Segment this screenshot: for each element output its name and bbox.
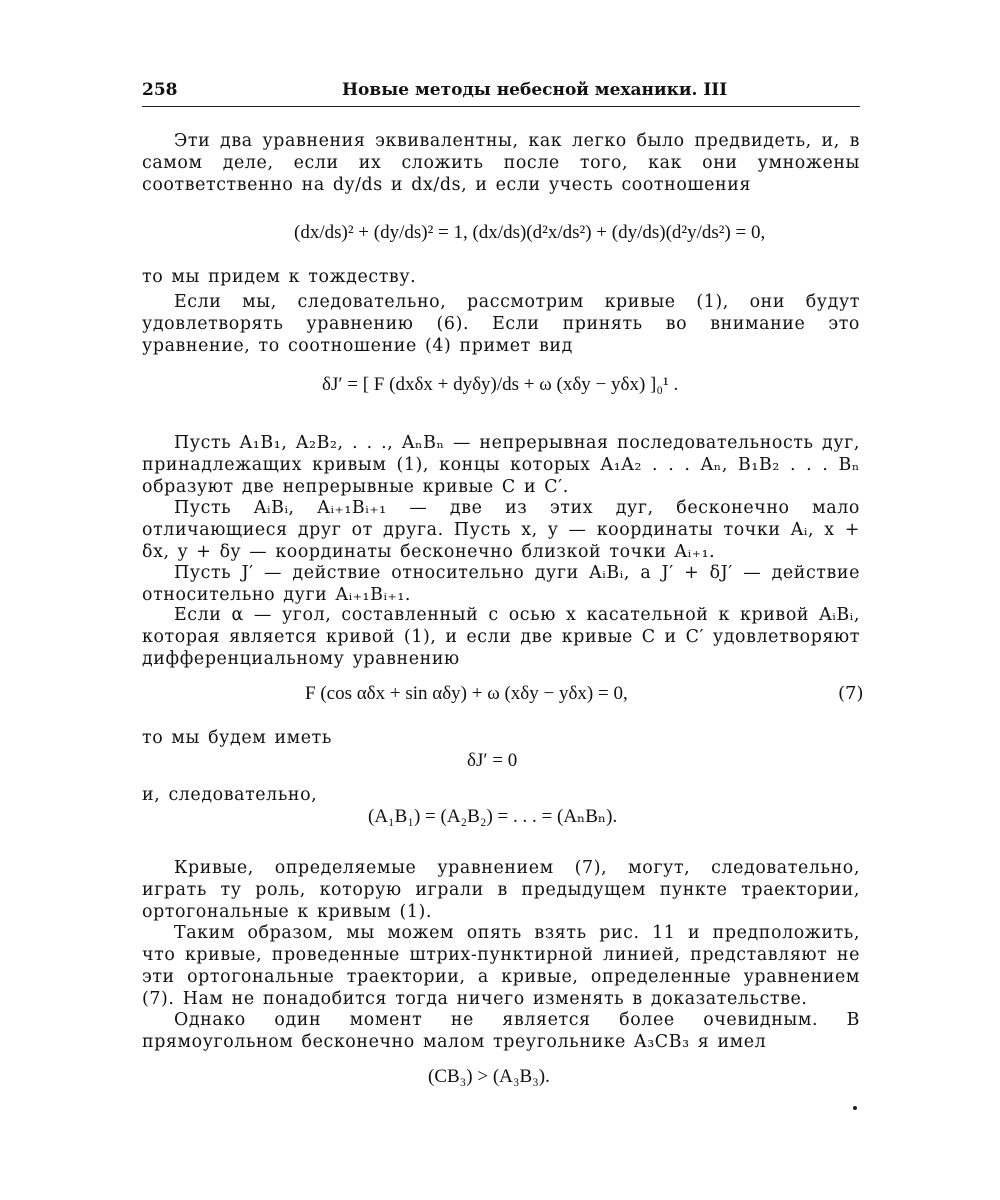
- formula-equation-7: F (cos αδx + sin αδy) + ω (xδy − yδx) = 0,: [305, 683, 628, 704]
- formula-variation: δJ′ = [ F (dxδx + dyδy)/ds + ω (xδy − yδx) ]₀¹ .: [322, 374, 679, 395]
- paragraph-5: Пусть AᵢBᵢ, Aᵢ₊₁Bᵢ₊₁ — две из этих дуг, бесконечно мало отличающиеся друг от друга. Пусть x, y — координаты точки Aᵢ, x + δx, y + δy — координаты бесконечно близкой точки Aᵢ₊₁.: [142, 498, 860, 562]
- paragraph-4: Пусть A₁B₁, A₂B₂, . . ., AₙBₙ — непрерывная последовательность дуг, принадлежащих кривым (1), концы которых A₁A₂ . . . Aₙ, B₁B₂ . . . Bₙ образуют две непрерывные кривые C и C′.: [142, 433, 860, 497]
- running-title: Новые методы небесной механики. III: [342, 80, 728, 100]
- paragraph-7: Если α — угол, составленный с осью x касательной к кривой AᵢBᵢ, которая является кривой (1), и если две кривые C и C′ удовлетворяют дифференциальному уравнению: [142, 605, 860, 669]
- paragraph-10: Кривые, определяемые уравнением (7), могут, следовательно, играть ту роль, которую играли в предыдущем пункте траектории, ортогональные к кривым (1).: [142, 858, 860, 922]
- paragraph-9: и, следовательно,: [142, 785, 318, 805]
- paragraph-1: Эти два уравнения эквивалентны, как легко было предвидеть, и, в самом деле, если их сложить после того, как они умножены соответственно на dy/ds и dx/ds, и если учесть соотношения: [142, 131, 860, 195]
- page-mark: [853, 1106, 857, 1110]
- page-number: 258: [142, 80, 178, 100]
- formula-inequality: (CB₃) > (A₃B₃).: [428, 1066, 550, 1087]
- paragraph-2: то мы придем к тождеству.: [142, 267, 417, 287]
- paragraph-12: Однако один момент не является более очевидным. В прямоугольном бесконечно малом треугольнике A₃CB₃ я имел: [142, 1010, 860, 1052]
- equation-number: (7): [838, 683, 864, 704]
- formula-identities: (dx/ds)² + (dy/ds)² = 1, (dx/ds)(d²x/ds²) + (dy/ds)(d²y/ds²) = 0,: [294, 222, 766, 243]
- paragraph-8: то мы будем иметь: [142, 728, 332, 748]
- formula-zero-variation: δJ′ = 0: [467, 750, 518, 771]
- paragraph-11: Таким образом, мы можем опять взять рис. 11 и предположить, что кривые, проведенные штрих-пунктирной линией, представляют не эти ортогональные траектории, а кривые, определенные уравнением (7). Нам не понадобится тогда ничего изменять в доказательстве.: [142, 923, 860, 1009]
- paragraph-6: Пусть J′ — действие относительно дуги AᵢBᵢ, а J′ + δJ′ — действие относительно дуги Aᵢ₊₁Bᵢ₊₁.: [142, 563, 860, 605]
- formula-equalities: (A₁B₁) = (A₂B₂) = . . . = (AₙBₙ).: [368, 806, 618, 827]
- paragraph-3: Если мы, следовательно, рассмотрим кривые (1), они будут удовлетворять уравнению (6). Если принять во внимание это уравнение, то соотношение (4) примет вид: [142, 292, 860, 356]
- page-header: [142, 78, 860, 107]
